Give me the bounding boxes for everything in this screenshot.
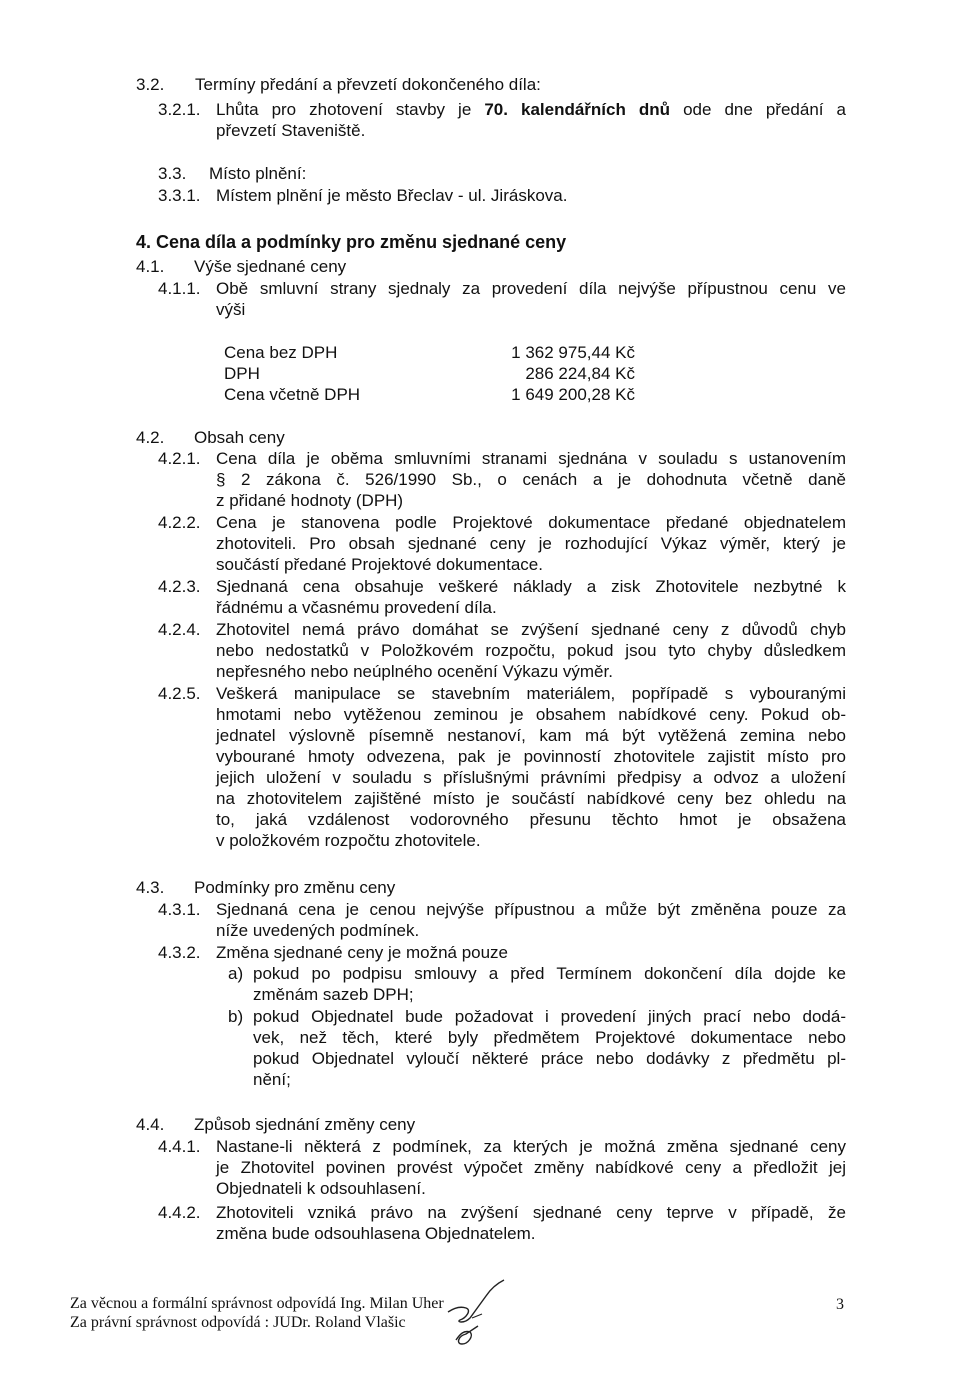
handwritten-signature xyxy=(426,1278,516,1350)
paragraph-line: Zhotovitel nemá právo domáhat se zvýšení sjednané ceny z důvodů chyb xyxy=(216,620,846,639)
text-fragment: ode dne předání a xyxy=(683,100,846,119)
list-item-line: pokud Objednatel bude požadovat i provedení jiných prací nebo dodá- xyxy=(253,1007,846,1026)
paragraph-line: § 2 zákona č. 526/1990 Sb., o cenách a je dohodnuta včetně daně xyxy=(216,470,846,489)
paragraph-line: vybourané hmoty odvezena, pak je povinností zhotovitele zajistit místo pro xyxy=(216,747,846,766)
paragraph-line: Veškerá manipulace se stavebním materiálem, popřípadě s vybouranými xyxy=(216,684,846,703)
paragraph-line: jejich uložení v souladu s příslušnými právními předpisy a odvoz a uložení xyxy=(216,768,846,787)
paragraph-line: z přidané hodnoty (DPH) xyxy=(216,491,404,510)
section-title: Podmínky pro změnu ceny xyxy=(194,878,396,897)
list-item-line: pokud Objednatel vyloučí některé práce nebo dodávky z předmětu pl- xyxy=(253,1049,846,1068)
paragraph-line: Obě smluvní strany sjednaly za provedení díla nejvýše přípustnou cenu ve xyxy=(216,279,846,298)
paragraph-line: součástí předané Projektové dokumentace. xyxy=(216,555,543,574)
subsection-number: 4.3.2. xyxy=(158,943,201,962)
list-marker: b) xyxy=(228,1007,244,1026)
paragraph-line xyxy=(216,99,846,120)
section-number: 3.2. xyxy=(136,75,165,94)
list-item-line: nění; xyxy=(253,1070,291,1089)
section-number: 4.4. xyxy=(136,1115,165,1134)
paragraph-line: výši xyxy=(216,300,246,319)
subsection-number: 4.4.2. xyxy=(158,1203,201,1222)
paragraph-line: Sjednaná cena je cenou nejvýše přípustnou a může být změněna pouze za xyxy=(216,900,846,919)
paragraph-line: na zhotovitelem zajištěné místo je součástí nabídkové ceny bez ohledu na xyxy=(216,789,846,808)
paragraph-line: Nastane-li některá z podmínek, za kterých je možná změna sjednané ceny xyxy=(216,1137,846,1156)
paragraph-line: Cena díla je oběma smluvními stranami sjednána v souladu s ustanovením xyxy=(216,449,846,468)
paragraph-line: nebo nedostatků v Položkovém rozpočtu, pokud jsou tyto chyby důsledkem xyxy=(216,641,846,660)
subsection-number: 4.3.1. xyxy=(158,900,201,919)
paragraph-line: řádnému a včasnému provedení díla. xyxy=(216,598,497,617)
subsection-number: 4.4.1. xyxy=(158,1137,201,1156)
subsection-number: 4.2.3. xyxy=(158,577,201,596)
paragraph-line: nepřesného nebo neúplného ocenění Výkazu výměr. xyxy=(216,662,613,681)
paragraph-line: změna bude odsouhlasena Objednatelem. xyxy=(216,1224,536,1243)
list-item-line: pokud po podpisu smlouvy a před Termínem dokončení díla dojde ke xyxy=(253,964,846,983)
page-number: 3 xyxy=(836,1296,844,1313)
subsection-number: 4.1.1. xyxy=(158,279,201,298)
section-title: Termíny předání a převzetí dokončeného díla: xyxy=(195,75,541,94)
price-value: 1 649 200,28 Kč xyxy=(511,385,635,404)
paragraph-line: hmotami nebo vytěženou zeminou je obsahem nabídkové ceny. Pokud ob- xyxy=(216,705,846,724)
list-item-line: vek, než těch, které byly předmětem Projektové dokumentace nebo xyxy=(253,1028,846,1047)
section-title: Místo plnění: xyxy=(209,164,307,183)
subsection-number: 4.2.2. xyxy=(158,513,201,532)
subsection-number: 3.2.1. xyxy=(158,100,201,119)
subsection-number: 3.3.1. xyxy=(158,186,201,205)
price-value: 286 224,84 Kč xyxy=(525,364,635,383)
subsection-number: 4.2.1. xyxy=(158,449,201,468)
paragraph-line: převzetí Staveniště. xyxy=(216,121,366,140)
section-number: 3.3. xyxy=(158,164,187,183)
footer-responsibility-line: Za věcnou a formální správnost odpovídá Ing. Milan Uher xyxy=(70,1295,444,1312)
footer-responsibility-line: Za právní správnost odpovídá : JUDr. Roland Vlašic xyxy=(70,1314,406,1331)
section-title: Výše sjednané ceny xyxy=(194,257,347,276)
emphasized-text: 70. kalendářních dnů xyxy=(484,100,671,119)
paragraph-line: zhotoviteli. Pro obsah sjednané ceny je rozhodující Výkaz výměr, který je xyxy=(216,534,846,553)
paragraph-line: jednatel výslovně písemně nestanoví, kam má být vytěžená zemina nebo xyxy=(216,726,846,745)
list-marker: a) xyxy=(228,964,244,983)
paragraph-line: Zhotoviteli vzniká právo na zvýšení sjednané ceny teprve v případě, že xyxy=(216,1203,846,1222)
paragraph-line: Cena je stanovena podle Projektové dokumentace předané objednatelem xyxy=(216,513,846,532)
section-number: 4.3. xyxy=(136,878,165,897)
paragraph-line: je Zhotovitel povinen provést výpočet změny nabídkové ceny a předložit jej xyxy=(216,1158,846,1177)
price-label: Cena bez DPH xyxy=(224,343,338,362)
section-title: Způsob sjednání změny ceny xyxy=(194,1115,416,1134)
text-fragment: Lhůta pro zhotovení stavby je xyxy=(216,100,472,119)
subsection-number: 4.2.5. xyxy=(158,684,201,703)
list-item-line: změnám sazeb DPH; xyxy=(253,985,414,1004)
chapter-heading: 4. Cena díla a podmínky pro změnu sjednané ceny xyxy=(136,232,567,252)
section-number: 4.1. xyxy=(136,257,165,276)
paragraph-line: níže uvedených podmínek. xyxy=(216,921,420,940)
paragraph-line: to, jaká vzdálenost vodorovného přesunu těchto hmot je obsažena xyxy=(216,810,846,829)
paragraph-line: Objednateli k odsouhlasení. xyxy=(216,1179,426,1198)
price-label: DPH xyxy=(224,364,260,383)
paragraph-line: Místem plnění je město Břeclav - ul. Jiráskova. xyxy=(216,186,568,205)
paragraph-line: v položkovém rozpočtu zhotovitele. xyxy=(216,831,481,850)
price-value: 1 362 975,44 Kč xyxy=(511,343,635,362)
paragraph-line: Sjednaná cena obsahuje veškeré náklady a zisk Zhotovitele nezbytné k xyxy=(216,577,846,596)
price-label: Cena včetně DPH xyxy=(224,385,361,404)
section-number: 4.2. xyxy=(136,428,165,447)
section-title: Obsah ceny xyxy=(194,428,285,447)
subsection-number: 4.2.4. xyxy=(158,620,201,639)
paragraph-line: Změna sjednané ceny je možná pouze xyxy=(216,943,509,962)
